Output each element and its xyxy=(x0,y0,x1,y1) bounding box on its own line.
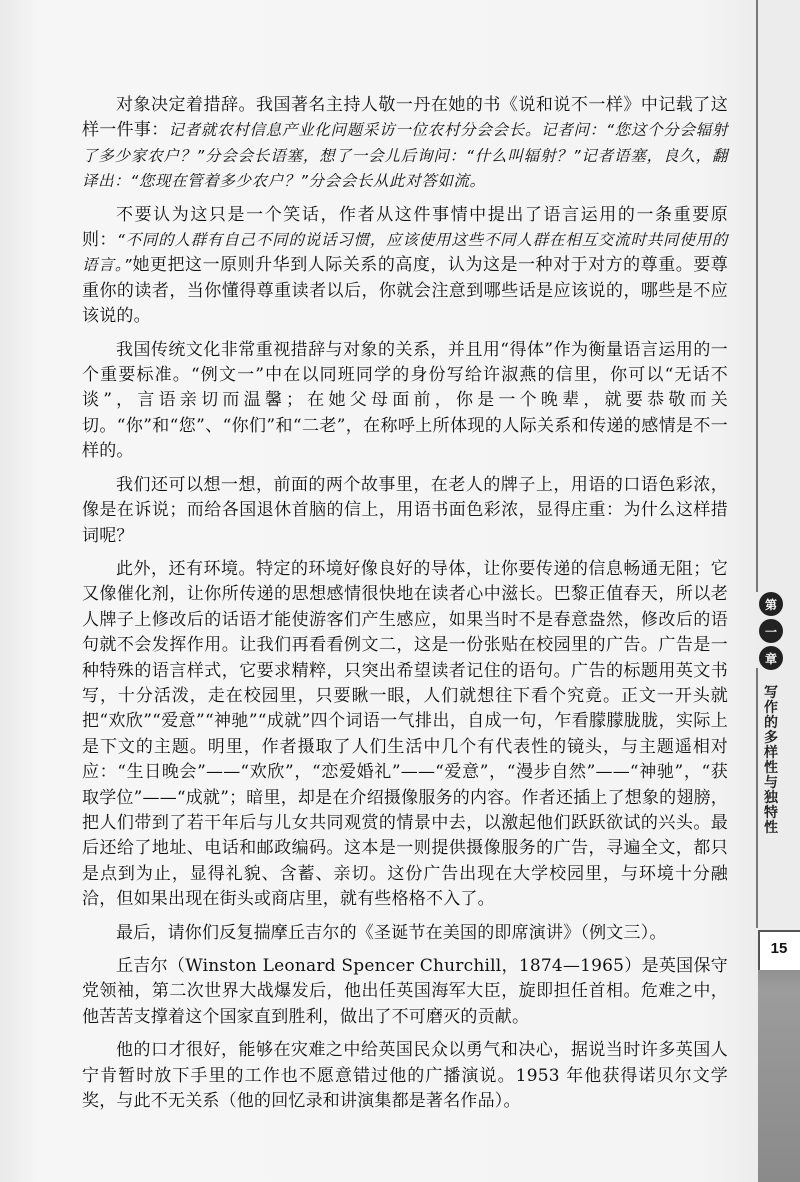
chapter-badge-number: 一 xyxy=(759,619,783,643)
paragraph-7 xyxy=(82,954,728,1030)
paragraph-text: 我们还可以想一想，前面的两个故事里，在老人的牌子上，用语的口语色彩浓，像是在诉说；而给各国退休首脑的信上，用语书面色彩浓，显得庄重：为什么这样措词呢？ xyxy=(82,474,728,546)
chapter-badge-char: 章 xyxy=(759,646,783,670)
page-number: 15 xyxy=(770,940,788,957)
paragraph-2 xyxy=(82,203,728,330)
paragraph-6 xyxy=(82,921,728,946)
paragraph-text: 最后，请你们反复揣摩丘吉尔的《圣诞节在美国的即席演讲》（例文三）。 xyxy=(116,922,667,943)
margin-rule-top xyxy=(756,0,758,592)
paragraph-8 xyxy=(82,1038,728,1114)
chapter-badge xyxy=(758,592,784,670)
paragraph-text: 对象决定着措辞。我国著名主持人敬一丹在她的书《说和说不一样》中记载了这样一件事： xyxy=(82,95,728,141)
quoted-anecdote: 记者就农村信息产业化问题采访一位农村分会会长。记者问：“您这个分会辐射了多少家农户？”分会会长语塞，想了一会儿后询问：“什么叫辐射？”记者语塞，良久，翻译出：“您现在管着多少农户？”分会会长从此对答如流。 xyxy=(82,121,728,191)
quoted-principle: “不同的人群有自己不同的说话习惯，应该使用这些不同人群在相互交流时共同使用的语言。” xyxy=(82,231,728,275)
paragraph-text: 此外，还有环境。特定的环境好像良好的导体，让你要传递的信息畅通无阻；它又像催化剂，让你所传递的思想感情很快地在读者心中滋长。巴黎正值春天，所以老人牌子上修改后的话语才能使游客们产生感应，如果当时不是春意盎然，修改后的语句就不会发挥作用。让我们再看看例文二，这是一份张贴在校园里的广告。广告是一种特殊的语言样式，它要求精粹，只突出希望读者记住的语句。广告的标题用英文书写，十分活泼，走在校园里，只要瞅一眼，人们就想往下看个究竟。正文一开头就把“欢欣”“爱意”“神驰”“成就”四个词语一气排出，自成一句，乍看朦朦胧胧，实际上是下文的主题。明里，作者摄取了人们生活中几个有代表性的镜头，与主题遥相对应：“生日晚会”——“欢欣”，“恋爱婚礼”——“爱意”，“漫步自然”——“神驰”，“获取学位”——“成就”；暗里，却是在介绍摄像服务的内容。作者还插上了想象的翅膀，把人们带到了若干年后与儿女共同观赏的情景中去，以激起他们跃跃欲试的兴头。最后还给了地址、电话和邮政编码。这本是一则提供摄像服务的广告，寻遍全文，都只是点到为止，显得礼貌、含蓄、亲切。这份广告出现在大学校园里，与环境十分融洽，但如果出现在街头或商店里，就有些格格不入了。 xyxy=(82,558,728,910)
paragraph-1 xyxy=(82,93,728,195)
paragraph-5 xyxy=(82,557,728,913)
chapter-badge-char: 第 xyxy=(759,592,783,616)
paragraph-3 xyxy=(82,338,728,465)
chapter-title: 写作的多样性与独特性 xyxy=(764,685,778,836)
body-text xyxy=(82,93,728,1114)
paragraph-text: 丘吉尔（Winston Leonard Spencer Churchill，1874—1965）是英国保守党领袖，第二次世界大战爆发后，他出任英国海军大臣，旋即担任首相。危难之中，他苦苦支撑着这个国家直到胜利，做出了不可磨灭的贡献。 xyxy=(82,956,728,1027)
paragraph-text: 不要认为这只是一个笑话，作者从这件事情中提出了语言运用的一条重要原则： xyxy=(82,204,728,251)
paragraph-text-continued: 她更把这一原则升华到人际关系的高度，认为这是一种对于对方的尊重。要尊重你的读者，当你懂得尊重读者以后，你就会注意到哪些话是应该说的，哪些是不应该说的。 xyxy=(82,255,728,327)
paragraph-4 xyxy=(82,473,728,549)
paragraph-text: 我国传统文化非常重视措辞与对象的关系，并且用“得体”作为衡量语言运用的一个重要标准。“例文一”中在以同班同学的身份写给许淑燕的信里，你可以“无话不谈”，言语亲切而温馨；在她父母面前，你是一个晚辈，就要恭敬而关切。“你”和“您”、“你们”和“二老”，在称呼上所体现的人际关系和传递的感情是不一样的。 xyxy=(82,339,728,462)
margin-rule-bottom xyxy=(756,668,758,928)
paragraph-text: 他的口才很好，能够在灾难之中给英国民众以勇气和决心，据说当时许多英国人宁肯暂时放下手里的工作也不愿意错过他的广播演说。1953 年他获得诺贝尔文学奖，与此不无关系（他的回忆录和讲演集都是著名作品）。 xyxy=(82,1040,728,1112)
